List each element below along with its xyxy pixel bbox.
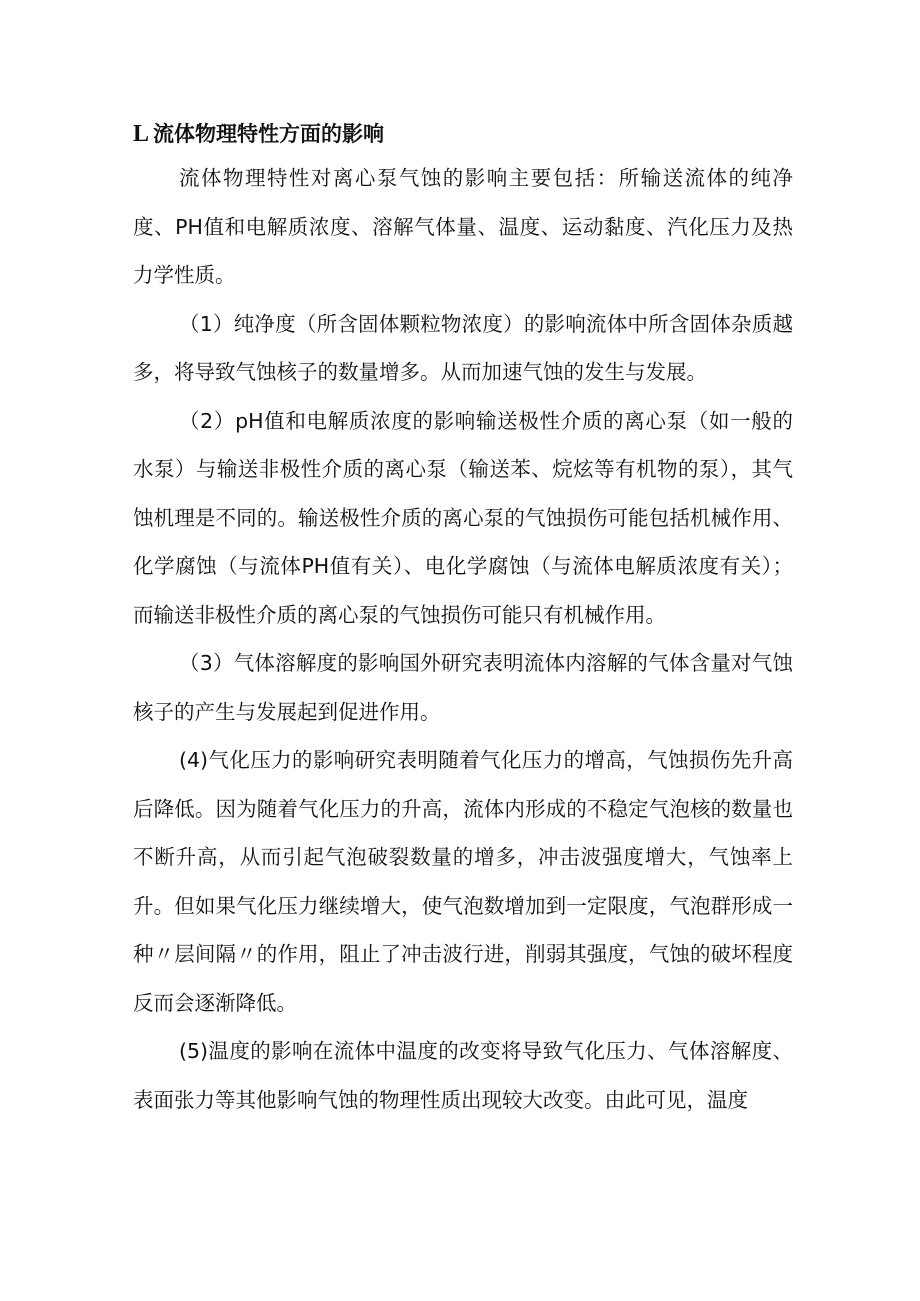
paragraph-gas-solubility: （3）气体溶解度的影响国外研究表明流体内溶解的气体含量对气蚀核子的产生与发展起到促进作用。 [133, 651, 793, 724]
paragraph-intro: 流体物理特性对离心泵气蚀的影响主要包括：所输送流体的纯净度、PH值和电解质浓度、溶解气体量、温度、运动黏度、汽化压力及热力学性质。 [133, 166, 793, 287]
document-page [133, 118, 793, 1124]
section-heading-text: 流体物理特性方面的影响 [153, 122, 385, 146]
paragraph-vapor-pressure: (4)气化压力的影响研究表明随着气化压力的增高，气蚀损伤先升高后降低。因为随着气化压力的升高，流体内形成的不稳定气泡核的数量也不断升高，从而引起气泡破裂数量的增多，冲击波强度增大，气蚀率上升。但如果气化压力继续增大，使气泡数增加到一定限度，气泡群形成一种〃层间隔〃的作用，阻止了冲击波行进，削弱其强度，气蚀的破坏程度反而会逐渐降低。 [133, 748, 793, 1015]
paragraph-temperature: (5)温度的影响在流体中温度的改变将导致气化压力、气体溶解度、表面张力等其他影响气蚀的物理性质出现较大改变。由此可见，温度 [133, 1039, 793, 1112]
section-heading [133, 118, 793, 150]
paragraph-ph-electrolyte: （2）pH值和电解质浓度的影响输送极性介质的离心泵（如一般的水泵）与输送非极性介质的离心泵（输送苯、烷炫等有机物的泵），其气蚀机理是不同的。输送极性介质的离心泵的气蚀损伤可能包括机械作用、化学腐蚀（与流体PH值有关）、电化学腐蚀（与流体电解质浓度有关）；而输送非极性介质的离心泵的气蚀损伤可能只有机械作用。 [133, 408, 793, 627]
paragraph-purity: （1）纯净度（所含固体颗粒物浓度）的影响流体中所含固体杂质越多，将导致气蚀核子的数量增多。从而加速气蚀的发生与发展。 [133, 311, 793, 384]
section-heading-number: L [133, 121, 150, 147]
